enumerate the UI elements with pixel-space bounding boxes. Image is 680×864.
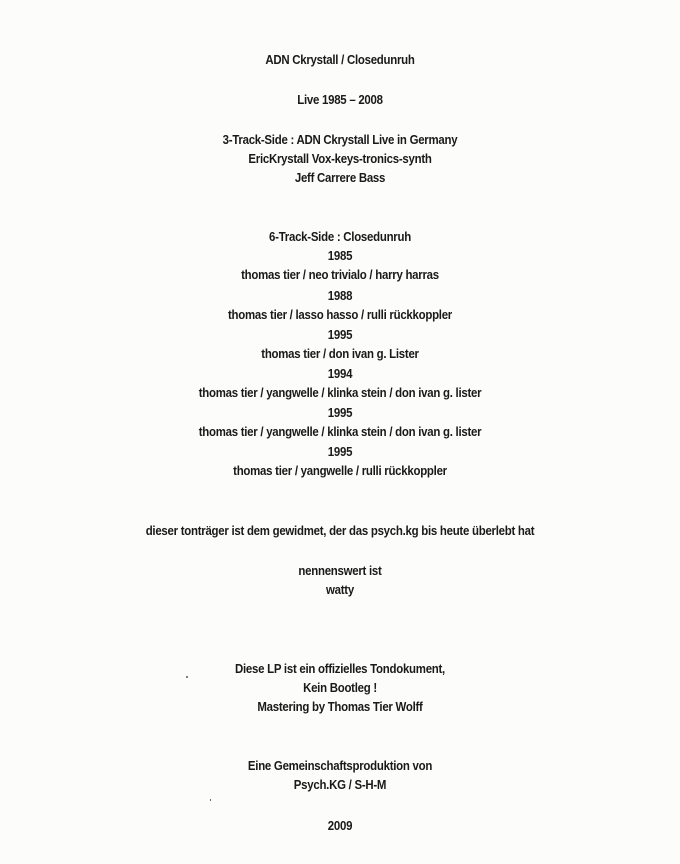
dust-speck — [210, 799, 211, 801]
mention-label: nennenswert ist — [298, 563, 382, 578]
live-years: Live 1985 – 2008 — [297, 92, 383, 107]
side-a-member: Jeff Carrere Bass — [294, 170, 386, 185]
release-year: 2009 — [327, 818, 353, 833]
side-b-heading: 6-Track-Side : Closedunruh — [269, 229, 411, 244]
official-note: Diese LP ist ein offizielles Tondokument, — [235, 661, 445, 676]
album-title: ADN Ckrystall / Closedunruh — [265, 52, 415, 67]
dust-speck — [186, 676, 188, 678]
side-b-lineup: thomas tier / neo trivialo / harry harras — [241, 267, 439, 282]
side-b-lineup: thomas tier / yangwelle / klinka stein / don ivan g. lister — [198, 385, 482, 400]
side-b-lineup: thomas tier / yangwelle / klinka stein / don ivan g. lister — [198, 424, 482, 439]
side-b-year: 1995 — [327, 444, 353, 459]
side-b-year: 1988 — [327, 288, 353, 303]
production-label: Eine Gemeinschaftsproduktion von — [247, 758, 433, 773]
side-b-lineup: thomas tier / yangwelle / rulli rückkoppler — [233, 463, 447, 478]
bootleg-note: Kein Bootleg ! — [303, 680, 377, 695]
mastering-credit: Mastering by Thomas Tier Wolff — [257, 699, 423, 714]
side-a-member: EricKrystall Vox-keys-tronics-synth — [248, 151, 432, 166]
side-b-lineup: thomas tier / don ivan g. Lister — [261, 346, 419, 361]
side-b-year: 1985 — [327, 248, 353, 263]
side-b-year: 1995 — [327, 327, 353, 342]
side-b-year: 1994 — [327, 366, 353, 381]
mention-name: watty — [326, 582, 354, 597]
side-b-year: 1995 — [327, 405, 353, 420]
side-a-heading: 3-Track-Side : ADN Ckrystall Live in Germany — [222, 132, 458, 147]
dedication: dieser tonträger ist dem gewidmet, der das psych.kg bis heute überlebt hat — [145, 523, 535, 538]
side-b-lineup: thomas tier / lasso hasso / rulli rückkoppler — [228, 307, 452, 322]
production-labels: Psych.KG / S-H-M — [293, 777, 387, 792]
